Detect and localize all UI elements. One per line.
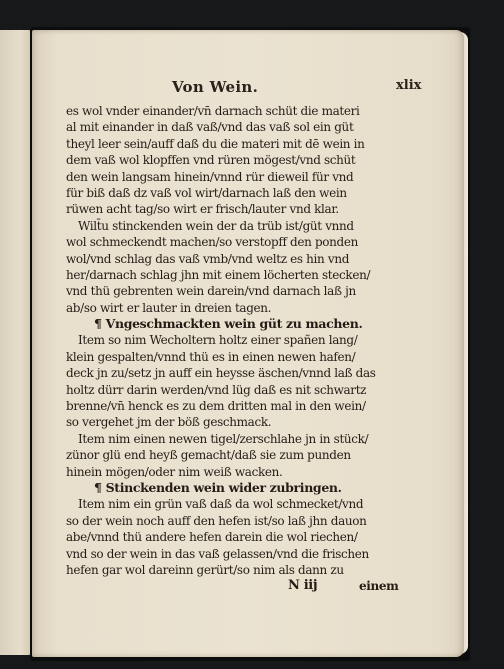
signature-mark: N iij — [288, 578, 318, 594]
text-line: ab/so wirt er lauter in dreien tagen. — [66, 300, 272, 315]
text-block — [66, 103, 406, 595]
text-line: wol schmeckendt machen/so verstopff den ponden — [66, 235, 359, 250]
text-line: al mit einander in daß vaß/vnd das vaß sol ein güt — [66, 120, 354, 135]
section-heading: ¶ Stinckenden wein wider zubringen. — [94, 479, 342, 495]
text-line: Item nim ein grün vaß daß da wol schmecket/vnd — [78, 497, 364, 512]
running-title: Von Wein. — [172, 78, 259, 96]
text-line: den wein langsam hinein/vnnd rür dieweil für vnd — [66, 169, 354, 184]
text-line: vnd thü gebrenten wein darein/vnd darnach laß jn — [66, 284, 356, 299]
catchword: einem — [359, 579, 399, 594]
text-line: so der wein noch auff den hefen ist/so laß jhn dauon — [66, 513, 367, 528]
text-line: klein gespalten/vnnd thü es in einen newen hafen/ — [66, 349, 356, 364]
text-line: her/darnach schlag jhn mit einem löcherten stecken/ — [66, 267, 371, 282]
text-line: dem vaß wol klopffen vnd rüren mögest/vnd schüt — [66, 153, 356, 168]
text-line: Item nim einen newen tigel/zerschlahe jn in stück/ — [78, 431, 369, 446]
folio-number: xlix — [396, 78, 422, 93]
text-line: Wilt̄u stinckenden wein der da trüb ist/güt vnnd — [78, 218, 354, 233]
text-line: es wol vnder einander/vn̄ darnach schüt die materi — [66, 104, 360, 118]
text-line: holtz dürr darin werden/vnd lüg daß es nit schwartz — [66, 382, 367, 397]
text-line: brenne/vn̄ henck es zu dem dritten mal in den wein/ — [66, 399, 366, 414]
page-footer — [66, 578, 406, 594]
text-line: zünor glü end heyß gemacht/daß sie zum punden — [66, 448, 351, 463]
facing-page-edge — [0, 30, 34, 655]
text-line: hinein mögen/oder nim weiß wacken. — [66, 464, 283, 479]
book-page — [32, 30, 464, 657]
text-line: abe/vnnd thü andere hefen darein die wol riechen/ — [66, 530, 358, 545]
text-line: Item so nim Wecholtern holtz einer spañen lang/ — [78, 333, 358, 348]
page-header — [32, 78, 464, 98]
text-line: theyl leer sein/auff daß du die materi mit dē wein in — [66, 136, 365, 151]
text-line: wol/vnd schlag das vaß vmb/vnd weltz es hin vnd — [66, 251, 350, 266]
text-line: so vergehet jm der böß geschmack. — [66, 415, 272, 430]
text-line: hefen gar wol dareinn gerürt/so nim als dann zu — [66, 562, 344, 577]
section-heading: ¶ Vngeschmackten wein güt zu machen. — [94, 316, 363, 332]
text-line: deck jn zu/setz jn auff ein heysse äschen/vnnd laß das — [66, 366, 376, 381]
text-line: für biß daß dz vaß vol wirt/darnach laß den wein — [66, 185, 347, 200]
text-line: vnd so der wein in das vaß gelassen/vnd die frischen — [66, 546, 369, 561]
text-line: rüwen acht tag/so wirt er frisch/lauter vnd klar. — [66, 202, 339, 217]
